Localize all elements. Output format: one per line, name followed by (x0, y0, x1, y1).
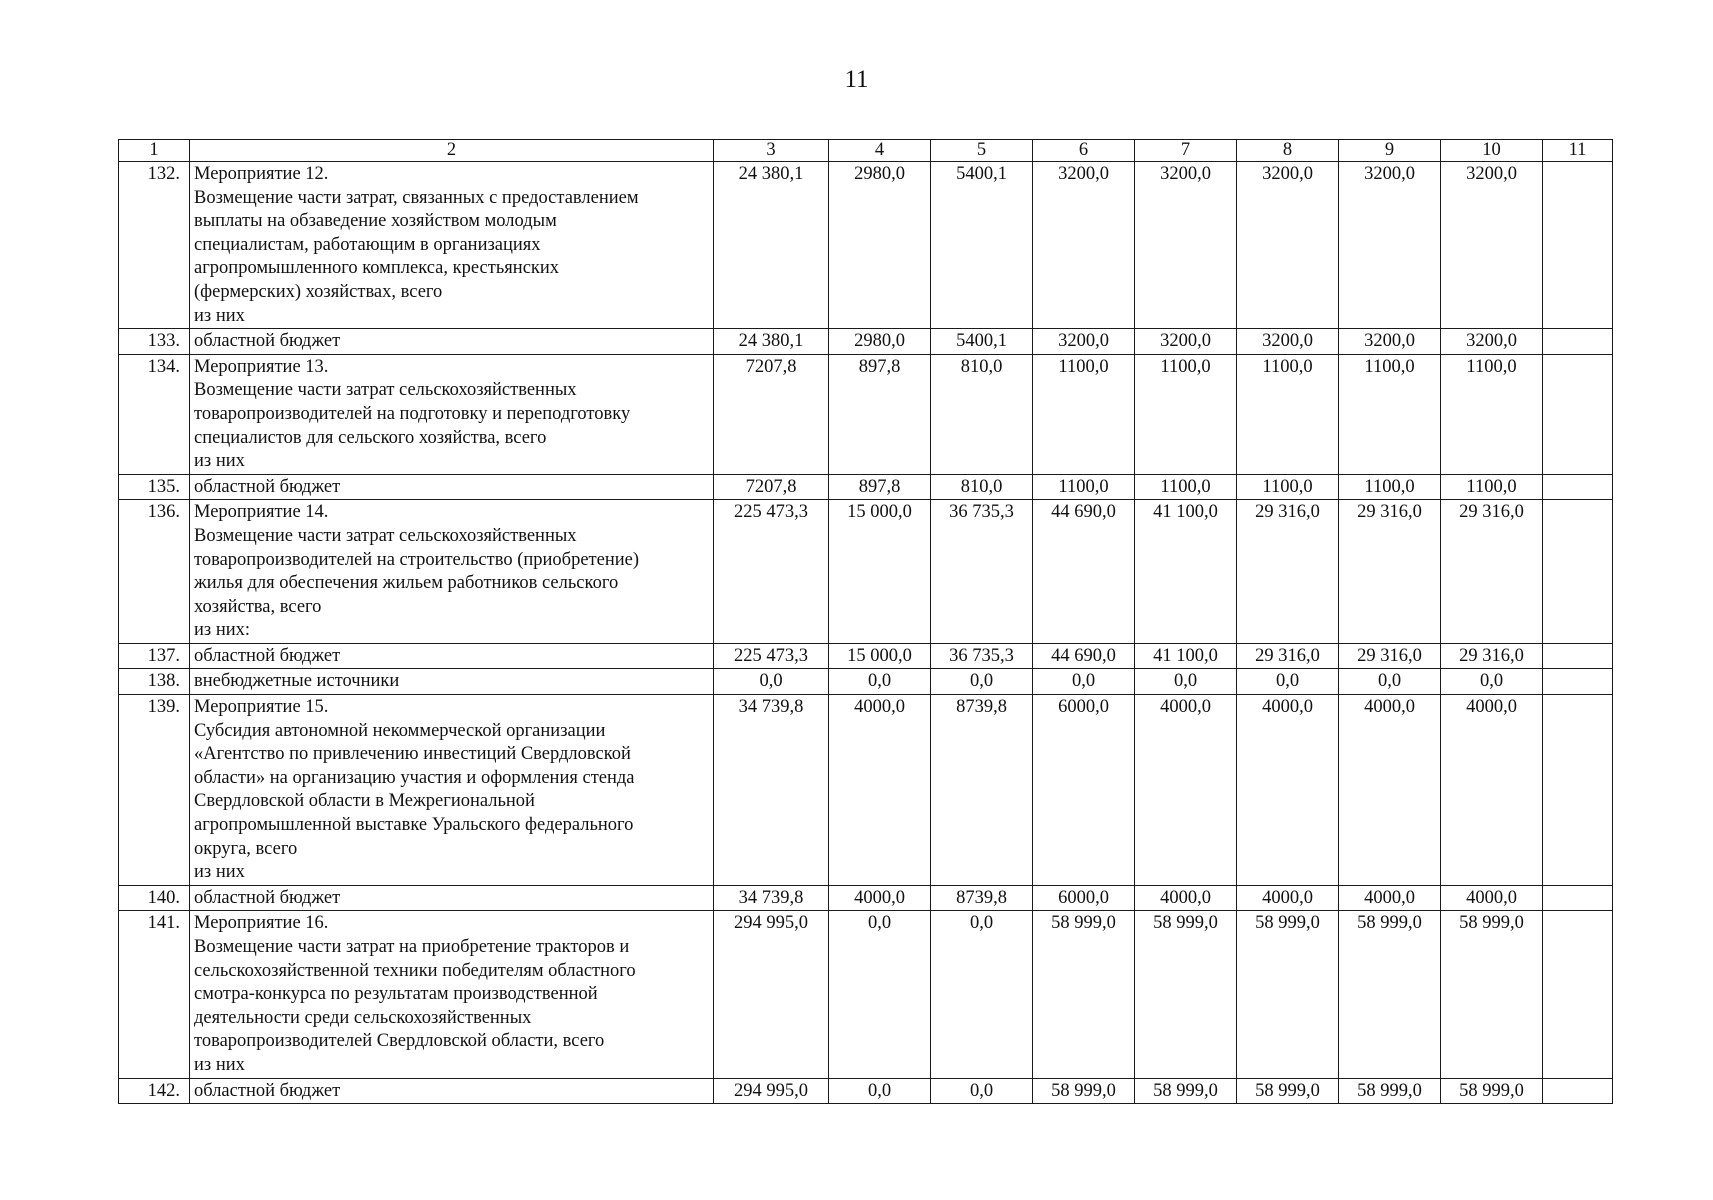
value-cell: 0,0 (1033, 669, 1135, 695)
description-line: специалистам, работающим в организациях (194, 234, 541, 255)
value-cell: 0,0 (829, 669, 931, 695)
value-cell: 1100,0 (1441, 354, 1543, 474)
value-cell (1543, 354, 1613, 474)
value-cell: 0,0 (829, 1078, 931, 1104)
value-cell: 1100,0 (1135, 354, 1237, 474)
value-cell: 3200,0 (1135, 162, 1237, 329)
description-line: жилья для обеспечения жильем работников сельского (194, 573, 619, 594)
value-cell (1543, 911, 1613, 1078)
value-cell: 6000,0 (1033, 695, 1135, 886)
description-line: областной бюджет (194, 645, 341, 666)
table-row (119, 162, 1613, 329)
value-cell: 3200,0 (1339, 329, 1441, 355)
description-line: специалистов для сельского хозяйства, всего (194, 427, 547, 448)
value-cell: 225 473,3 (714, 643, 829, 669)
row-number: 142. (119, 1078, 190, 1104)
value-cell: 29 316,0 (1441, 500, 1543, 644)
value-cell: 15 000,0 (829, 643, 931, 669)
value-cell: 58 999,0 (1339, 911, 1441, 1078)
value-cell: 0,0 (829, 911, 931, 1078)
column-header: 6 (1033, 140, 1135, 162)
description-line: внебюджетные источники (194, 671, 400, 692)
description-line: товаропроизводителей на строительство (приобретение) (194, 549, 640, 570)
value-cell: 294 995,0 (714, 911, 829, 1078)
description-line: из них (194, 451, 245, 472)
table-row (119, 500, 1613, 644)
value-cell: 3200,0 (1033, 329, 1135, 355)
value-cell (1543, 162, 1613, 329)
value-cell: 810,0 (931, 354, 1033, 474)
value-cell: 4000,0 (1339, 695, 1441, 886)
table-row (119, 1078, 1613, 1104)
table-row (119, 354, 1613, 474)
value-cell: 0,0 (1441, 669, 1543, 695)
description-line: из них (194, 862, 245, 883)
value-cell: 58 999,0 (1135, 1078, 1237, 1104)
description-line: «Агентство по привлечению инвестиций Свердловской (194, 744, 631, 765)
description-line: из них (194, 305, 245, 326)
column-header: 11 (1543, 140, 1613, 162)
table-row (119, 643, 1613, 669)
value-cell: 0,0 (931, 911, 1033, 1078)
value-cell: 34 739,8 (714, 695, 829, 886)
value-cell: 29 316,0 (1237, 643, 1339, 669)
budget-table (118, 139, 1613, 1104)
row-description (190, 695, 714, 886)
value-cell: 3200,0 (1339, 162, 1441, 329)
value-cell: 58 999,0 (1033, 1078, 1135, 1104)
value-cell (1543, 885, 1613, 911)
value-cell: 1100,0 (1339, 474, 1441, 500)
value-cell: 0,0 (1135, 669, 1237, 695)
row-number: 135. (119, 474, 190, 500)
value-cell: 58 999,0 (1237, 911, 1339, 1078)
value-cell: 1100,0 (1033, 354, 1135, 474)
value-cell: 24 380,1 (714, 162, 829, 329)
value-cell: 6000,0 (1033, 885, 1135, 911)
column-header: 3 (714, 140, 829, 162)
row-number: 141. (119, 911, 190, 1078)
description-line: Возмещение части затрат сельскохозяйственных (194, 525, 577, 546)
value-cell: 58 999,0 (1441, 911, 1543, 1078)
value-cell: 29 316,0 (1237, 500, 1339, 644)
value-cell: 897,8 (829, 354, 931, 474)
description-line: агропромышленного комплекса, крестьянских (194, 258, 560, 279)
value-cell: 5400,1 (931, 162, 1033, 329)
value-cell: 41 100,0 (1135, 500, 1237, 644)
value-cell: 1100,0 (1033, 474, 1135, 500)
page-number: 11 (844, 66, 869, 93)
value-cell: 44 690,0 (1033, 643, 1135, 669)
value-cell: 7207,8 (714, 354, 829, 474)
value-cell: 4000,0 (1135, 885, 1237, 911)
description-line: хозяйства, всего (194, 596, 322, 617)
table-row (119, 669, 1613, 695)
description-line: Возмещение части затрат на приобретение тракторов и (194, 937, 630, 957)
table-row (119, 695, 1613, 886)
column-header: 1 (119, 140, 190, 162)
value-cell: 4000,0 (1135, 695, 1237, 886)
description-line: областной бюджет (194, 476, 341, 497)
row-number: 137. (119, 643, 190, 669)
value-cell: 29 316,0 (1441, 643, 1543, 669)
value-cell: 294 995,0 (714, 1078, 829, 1104)
value-cell: 8739,8 (931, 695, 1033, 886)
description-line: областной бюджет (194, 887, 341, 908)
value-cell: 1100,0 (1135, 474, 1237, 500)
row-description (190, 643, 714, 669)
value-cell: 7207,8 (714, 474, 829, 500)
value-cell: 58 999,0 (1339, 1078, 1441, 1104)
value-cell: 897,8 (829, 474, 931, 500)
column-header: 10 (1441, 140, 1543, 162)
value-cell: 41 100,0 (1135, 643, 1237, 669)
description-line: областной бюджет (194, 331, 341, 352)
table-row (119, 329, 1613, 355)
value-cell: 58 999,0 (1441, 1078, 1543, 1104)
description-line: товаропроизводителей Свердловской области, всего (194, 1031, 605, 1052)
value-cell: 4000,0 (1237, 695, 1339, 886)
table-row (119, 474, 1613, 500)
row-description (190, 911, 714, 1078)
value-cell: 2980,0 (829, 329, 931, 355)
description-line: Мероприятие 13. (194, 356, 329, 377)
description-line: Свердловской области в Межрегиональной (194, 791, 535, 812)
value-cell: 3200,0 (1441, 329, 1543, 355)
value-cell: 58 999,0 (1033, 911, 1135, 1078)
description-line: агропромышленной выставке Уральского федерального (194, 815, 634, 836)
description-line: деятельности среди сельскохозяйственных (194, 1007, 532, 1028)
value-cell: 34 739,8 (714, 885, 829, 911)
value-cell: 3200,0 (1441, 162, 1543, 329)
description-line: выплаты на обзаведение хозяйством молодым (194, 211, 557, 232)
value-cell: 2980,0 (829, 162, 931, 329)
header-row (119, 140, 1613, 162)
value-cell: 4000,0 (829, 695, 931, 886)
row-number: 132. (119, 162, 190, 329)
value-cell: 3200,0 (1237, 329, 1339, 355)
description-line: из них (194, 1054, 245, 1075)
row-description (190, 354, 714, 474)
value-cell: 36 735,3 (931, 500, 1033, 644)
description-line: товаропроизводителей на подготовку и переподготовку (194, 403, 631, 424)
value-cell: 44 690,0 (1033, 500, 1135, 644)
value-cell: 1100,0 (1441, 474, 1543, 500)
column-header: 8 (1237, 140, 1339, 162)
description-line: Мероприятие 14. (194, 502, 329, 523)
value-cell: 4000,0 (1339, 885, 1441, 911)
description-line: (фермерских) хозяйствах, всего (194, 281, 443, 302)
value-cell: 3200,0 (1135, 329, 1237, 355)
column-header: 7 (1135, 140, 1237, 162)
row-number: 133. (119, 329, 190, 355)
row-description (190, 500, 714, 644)
value-cell (1543, 474, 1613, 500)
description-line: Субсидия автономной некоммерческой организации (194, 720, 606, 741)
row-description (190, 1078, 714, 1104)
description-line: Мероприятие 15. (194, 697, 329, 718)
value-cell: 29 316,0 (1339, 643, 1441, 669)
value-cell (1543, 500, 1613, 644)
value-cell: 58 999,0 (1135, 911, 1237, 1078)
value-cell: 4000,0 (1441, 695, 1543, 886)
column-header: 2 (190, 140, 714, 162)
table-body (119, 140, 1613, 1104)
value-cell: 4000,0 (1237, 885, 1339, 911)
value-cell: 0,0 (931, 669, 1033, 695)
description-line: округа, всего (194, 838, 298, 859)
value-cell (1543, 669, 1613, 695)
value-cell (1543, 695, 1613, 886)
value-cell: 5400,1 (931, 329, 1033, 355)
description-line: области» на организацию участия и оформления стенда (194, 767, 635, 788)
description-line: Мероприятие 16. (194, 913, 329, 934)
column-header: 5 (931, 140, 1033, 162)
column-header: 9 (1339, 140, 1441, 162)
description-line: областной бюджет (194, 1080, 341, 1101)
value-cell (1543, 643, 1613, 669)
row-description (190, 162, 714, 329)
row-number: 136. (119, 500, 190, 644)
row-number: 138. (119, 669, 190, 695)
description-line: сельскохозяйственной техники победителям областного (194, 960, 636, 981)
row-description (190, 669, 714, 695)
value-cell: 36 735,3 (931, 643, 1033, 669)
row-number: 140. (119, 885, 190, 911)
value-cell: 29 316,0 (1339, 500, 1441, 644)
row-number: 139. (119, 695, 190, 886)
description-line: из них: (194, 620, 251, 641)
row-description (190, 885, 714, 911)
value-cell: 1100,0 (1237, 354, 1339, 474)
table-row (119, 885, 1613, 911)
value-cell: 0,0 (714, 669, 829, 695)
description-line: Мероприятие 12. (194, 164, 329, 184)
description-line: Возмещение части затрат сельскохозяйственных (194, 380, 577, 401)
value-cell (1543, 1078, 1613, 1104)
value-cell: 225 473,3 (714, 500, 829, 644)
value-cell: 4000,0 (829, 885, 931, 911)
description-line: смотра-конкурса по результатам производственной (194, 984, 598, 1005)
value-cell: 1100,0 (1237, 474, 1339, 500)
row-description (190, 474, 714, 500)
value-cell: 0,0 (1237, 669, 1339, 695)
column-header: 4 (829, 140, 931, 162)
row-number: 134. (119, 354, 190, 474)
value-cell: 24 380,1 (714, 329, 829, 355)
value-cell: 3200,0 (1237, 162, 1339, 329)
row-description (190, 329, 714, 355)
value-cell: 0,0 (931, 1078, 1033, 1104)
value-cell: 58 999,0 (1237, 1078, 1339, 1104)
value-cell: 3200,0 (1033, 162, 1135, 329)
value-cell: 810,0 (931, 474, 1033, 500)
value-cell: 4000,0 (1441, 885, 1543, 911)
value-cell: 8739,8 (931, 885, 1033, 911)
description-line: Возмещение части затрат, связанных с предоставлением (194, 187, 639, 208)
value-cell: 0,0 (1339, 669, 1441, 695)
value-cell: 15 000,0 (829, 500, 931, 644)
table-row (119, 911, 1613, 1078)
value-cell: 1100,0 (1339, 354, 1441, 474)
value-cell (1543, 329, 1613, 355)
